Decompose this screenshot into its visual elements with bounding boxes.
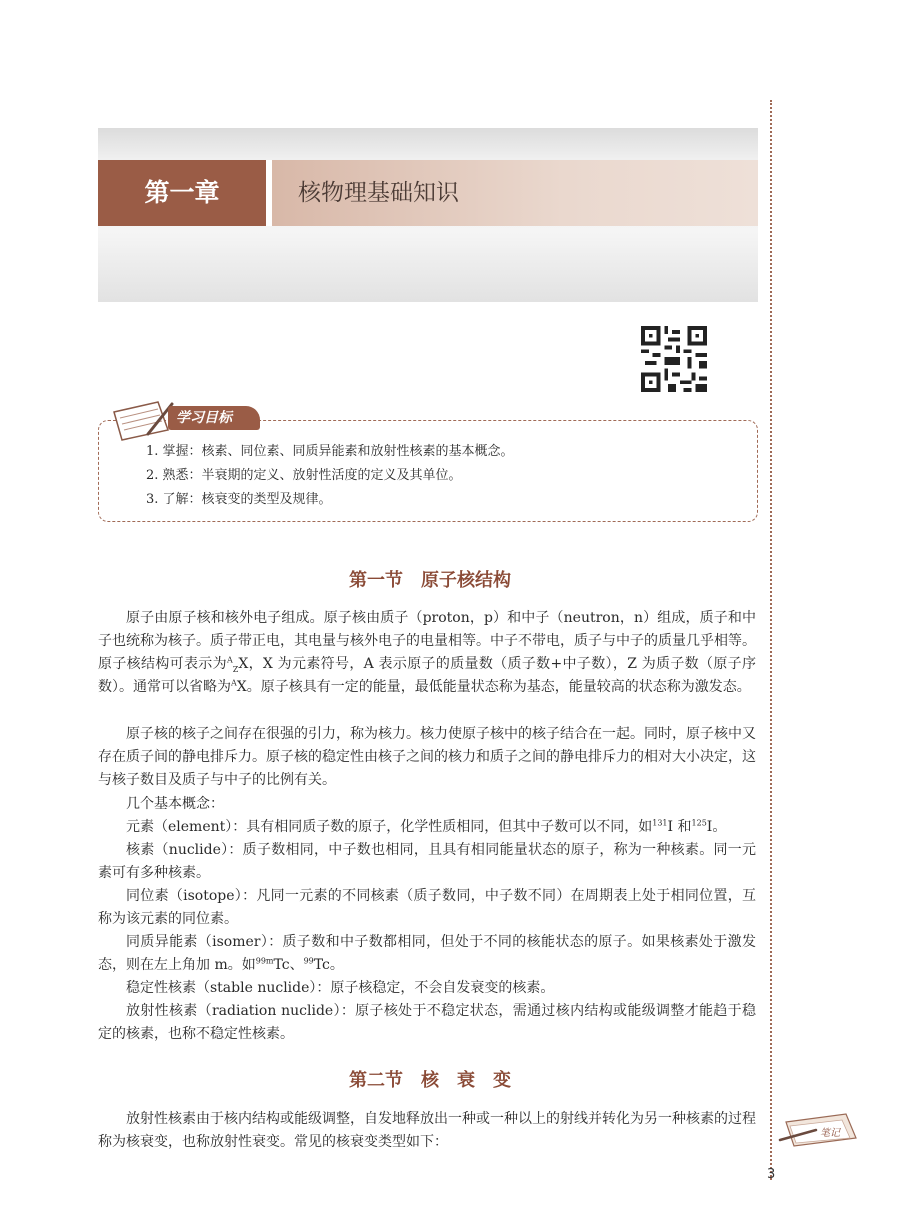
notes-margin-line	[770, 100, 772, 1180]
definition-nuclide: 核素（nuclide）：质子数相同，中子数也相同，且具有相同能量状态的原子，称为一种核素。同一元素可有多种核素。	[98, 842, 756, 881]
chapter-title: 核物理基础知识	[298, 180, 459, 206]
objective-item: 3. 了解：核衰变的类型及规律。	[146, 492, 332, 507]
section-1-paragraph-2: 原子核的核子之间存在很强的引力，称为核力。核力使原子核中的核子结合在一起。同时，原子核中又存在质子间的静电排斥力。原子核的稳定性由核子之间的核力和质子之间的静电排斥力的相对大小决定，这与核子数目及质子与中子的比例有关。	[98, 726, 756, 788]
learning-objectives-tag: 学习目标	[168, 406, 260, 430]
objective-item: 1. 掌握：核素、同位素、同质异能素和放射性核素的基本概念。	[146, 444, 514, 459]
notepad-pen-icon	[108, 398, 176, 444]
section-2-paragraph-1: 放射性核素由于核内结构或能级调整，自发地释放出一种或一种以上的射线并转化为另一种核素的过程称为核衰变，也称放射性衰变。常见的核衰变类型如下：	[98, 1111, 756, 1150]
definition-isomer: 同质异能素（isomer）：质子数和中子数都相同，但处于不同的核能状态的原子。如果核素处于激发态，则在左上角加 m。如$^{99m}$Tc、$^{99}$Tc。	[98, 934, 756, 973]
section-1-title: 第一节 原子核结构	[349, 570, 511, 591]
definition-isotope: 同位素（isotope）：凡同一元素的不同核素（质子数同，中子数不同）在周期表上处于相同位置，互称为该元素的同位素。	[98, 888, 756, 927]
page-number: 3	[767, 1167, 776, 1182]
learning-objectives-list	[146, 440, 514, 512]
qr-code-icon	[640, 326, 708, 392]
objective-item: 2. 熟悉：半衰期的定义、放射性活度的定义及其单位。	[146, 468, 462, 483]
definition-element: 元素（element）：具有相同质子数的原子，化学性质相同，但其中子数可以不同，如$^{131}$I 和$^{125}$I。	[126, 818, 727, 835]
definition-stable-nuclide: 稳定性核素（stable nuclide）：原子核稳定，不会自发衰变的核素。	[126, 980, 555, 996]
section-2-title: 第二节 核 衰 变	[349, 1070, 511, 1091]
section-1-paragraph-1: 原子由原子核和核外电子组成。原子核由质子（proton，p）和中子（neutron，n）组成，质子和中子也统称为核子。质子带正电，其电量与核外电子的电量相等。中子不带电，质子与中子的质量几乎相等。原子核结构可表示为$^A_Z$X，X 为元素符号，A 表示原子的质量数（质子数+中子数），Z 为质子数（原子序数）。通常可以省略为$^A$X。原子核具有一定的能量，最低能量状态称为基态，能量较高的状态称为激发态。	[98, 610, 757, 695]
chapter-number: 第一章	[98, 160, 266, 226]
svg-text:笔记: 笔记	[820, 1128, 840, 1139]
definition-radiation-nuclide: 放射性核素（radiation nuclide）：原子核处于不稳定状态，需通过核内结构或能级调整才能趋于稳定的核素，也称不稳定性核素。	[98, 1003, 756, 1042]
notes-pen-icon	[776, 1110, 862, 1150]
section-1-paragraph-3: 几个基本概念：	[126, 796, 224, 812]
